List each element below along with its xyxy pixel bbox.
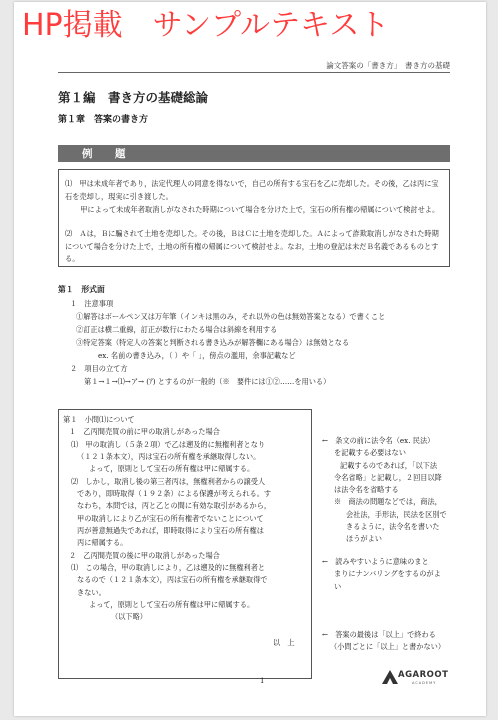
- note-line: ※ 商法の問題などでは，商法，: [334, 497, 442, 507]
- note-line: （小問ごとに「以上」と書かない）: [330, 642, 446, 652]
- answer-line: きない。: [77, 588, 106, 597]
- note-line: ← 読みやすいように意味のまと: [322, 557, 429, 566]
- example-item-2: ⑵ Ａは，Ｂに騙されて土地を売却した。その後，ＢはＣに土地を売却した。Ａによって詐欺取消しがなされた時期について場合を分けた上で，土地の所有権の帰属について検討せよ。なお，土地の登記は未だＢ名義であるものとする。: [65, 229, 439, 264]
- logo-subtitle: ACADEMY: [412, 681, 437, 685]
- chapter-heading: 第１章 答案の書き方: [58, 115, 149, 125]
- answer-line: ⑵ しかし，取消し後の第三者丙は，無権利者からの譲受人: [71, 477, 266, 486]
- format-section-title: 第１ 形式面: [58, 285, 105, 294]
- page-number: 1: [260, 677, 265, 685]
- format-line: ２ 項目の立て方: [70, 364, 128, 373]
- example-problem-box: [58, 169, 450, 267]
- answer-line: なわち，本問では，丙と乙との間に有効な取引があるから，: [77, 501, 272, 510]
- format-line: ①解答はボールペン又は万年筆（インキは黒のみ，それ以外の色は無効答案となる）で書くこと: [76, 312, 386, 321]
- answer-line: （以下略）: [111, 612, 147, 621]
- book-heading: 第１編 書き方の基礎総論: [58, 90, 209, 105]
- answer-line: ⑴ この場合，甲の取消しにより，乙は遡及的に無権利者と: [71, 563, 266, 572]
- answer-line: 甲の取消しにより乙が宝石の所有権者でないことについて: [77, 514, 264, 523]
- note-line: 令名省略」と記載し，２回目以降: [334, 472, 442, 482]
- note-line: 記載するのであれば，「以下法: [340, 460, 438, 470]
- logo-name: AGAROOT: [398, 670, 449, 680]
- format-line: ex. 名前の書き込み，（ ）や「 」，傍点の濫用，余事記載など: [98, 351, 296, 360]
- agaroot-logo: [382, 668, 452, 692]
- example-label: 例 題: [82, 148, 132, 160]
- answer-line: 第１ 小問⑴について: [63, 415, 135, 424]
- note-line: まりにナンバリングをするのがよ: [334, 569, 441, 579]
- running-header: 論文答案の「書き方」 書き方の基礎: [326, 61, 450, 70]
- document-page: [14, 2, 486, 716]
- note-line: ← 答案の最後は「以上」で終わる: [322, 630, 436, 639]
- note-line: きるように，法令名を書いた: [346, 522, 440, 532]
- note-line: は法令名を省略する: [334, 485, 399, 495]
- sample-watermark: HP掲載 サンプルテキスト: [22, 8, 390, 43]
- note-line: 会社法，手形法，民法を区別で: [346, 509, 447, 519]
- example-item-1-question: 甲によって未成年者取消しがなされた時期について場合を分けた上で，宝石の所有権の帰属について検討せよ。: [73, 205, 440, 214]
- answer-line: ⑴ 甲の取消し（５条２項）で乙は遡及的に無権利者となり: [71, 440, 266, 449]
- margin-note-statute-names: [322, 435, 462, 546]
- logo-mark-icon: [382, 670, 398, 684]
- format-line: ②訂正は横二重線，訂正が数行にわたる場合は斜線を利用する: [76, 325, 278, 334]
- example-item-1: ⑴ 甲は未成年者であり，法定代理人の同意を得ないで，自己の所有する宝石を乙に売却した。その後，乙は丙に宝石を売却し，現実に引き渡した。: [65, 179, 439, 201]
- answer-line: よって，原則として宝石の所有権は甲に帰属する。: [89, 464, 255, 473]
- format-line: 第１→１→⑴→ア→ (ｱ) とするのが一般的（※ 要件には①②……を用いる）: [84, 377, 331, 386]
- margin-note-ending: [322, 629, 462, 654]
- answer-line: よって，原則として宝石の所有権は甲に帰属する。: [89, 600, 255, 609]
- format-line: ③特定答案（特定人の答案と判断される書き込みが解答欄にある場合）は無効となる: [76, 338, 350, 347]
- note-line: ← 条文の前に法令名（ex. 民法）: [322, 436, 435, 445]
- note-line: い: [334, 581, 342, 591]
- header-rule: [58, 72, 450, 73]
- margin-note-numbering: [322, 556, 462, 593]
- answer-line: （１２１条本文），丙は宝石の所有権を承継取得しない。: [77, 452, 261, 461]
- answer-line: １ 乙丙間売買の前に甲の取消しがあった場合: [69, 427, 220, 436]
- answer-line: 丙が善意無過失であれば，即時取得により宝石の所有権は: [77, 526, 264, 535]
- answer-line: なるので（１２１条本文），丙は宝石の所有権を承継取得で: [77, 575, 268, 584]
- format-line: １ 注意事項: [70, 299, 114, 308]
- answer-line: ２ 乙丙間売買の後に甲の取消しがあった場合: [69, 551, 220, 560]
- note-line: ほうがよい: [346, 534, 382, 544]
- note-line: を記載する必要はない: [334, 448, 406, 458]
- example-label-bar: [58, 145, 450, 162]
- answer-line: 丙に帰属する。: [77, 538, 128, 547]
- sample-answer-box: [58, 409, 312, 679]
- answer-end-mark: 以 上: [273, 638, 295, 647]
- answer-line: であり，即時取得（１９２条）による保護が考えられる。す: [77, 489, 272, 498]
